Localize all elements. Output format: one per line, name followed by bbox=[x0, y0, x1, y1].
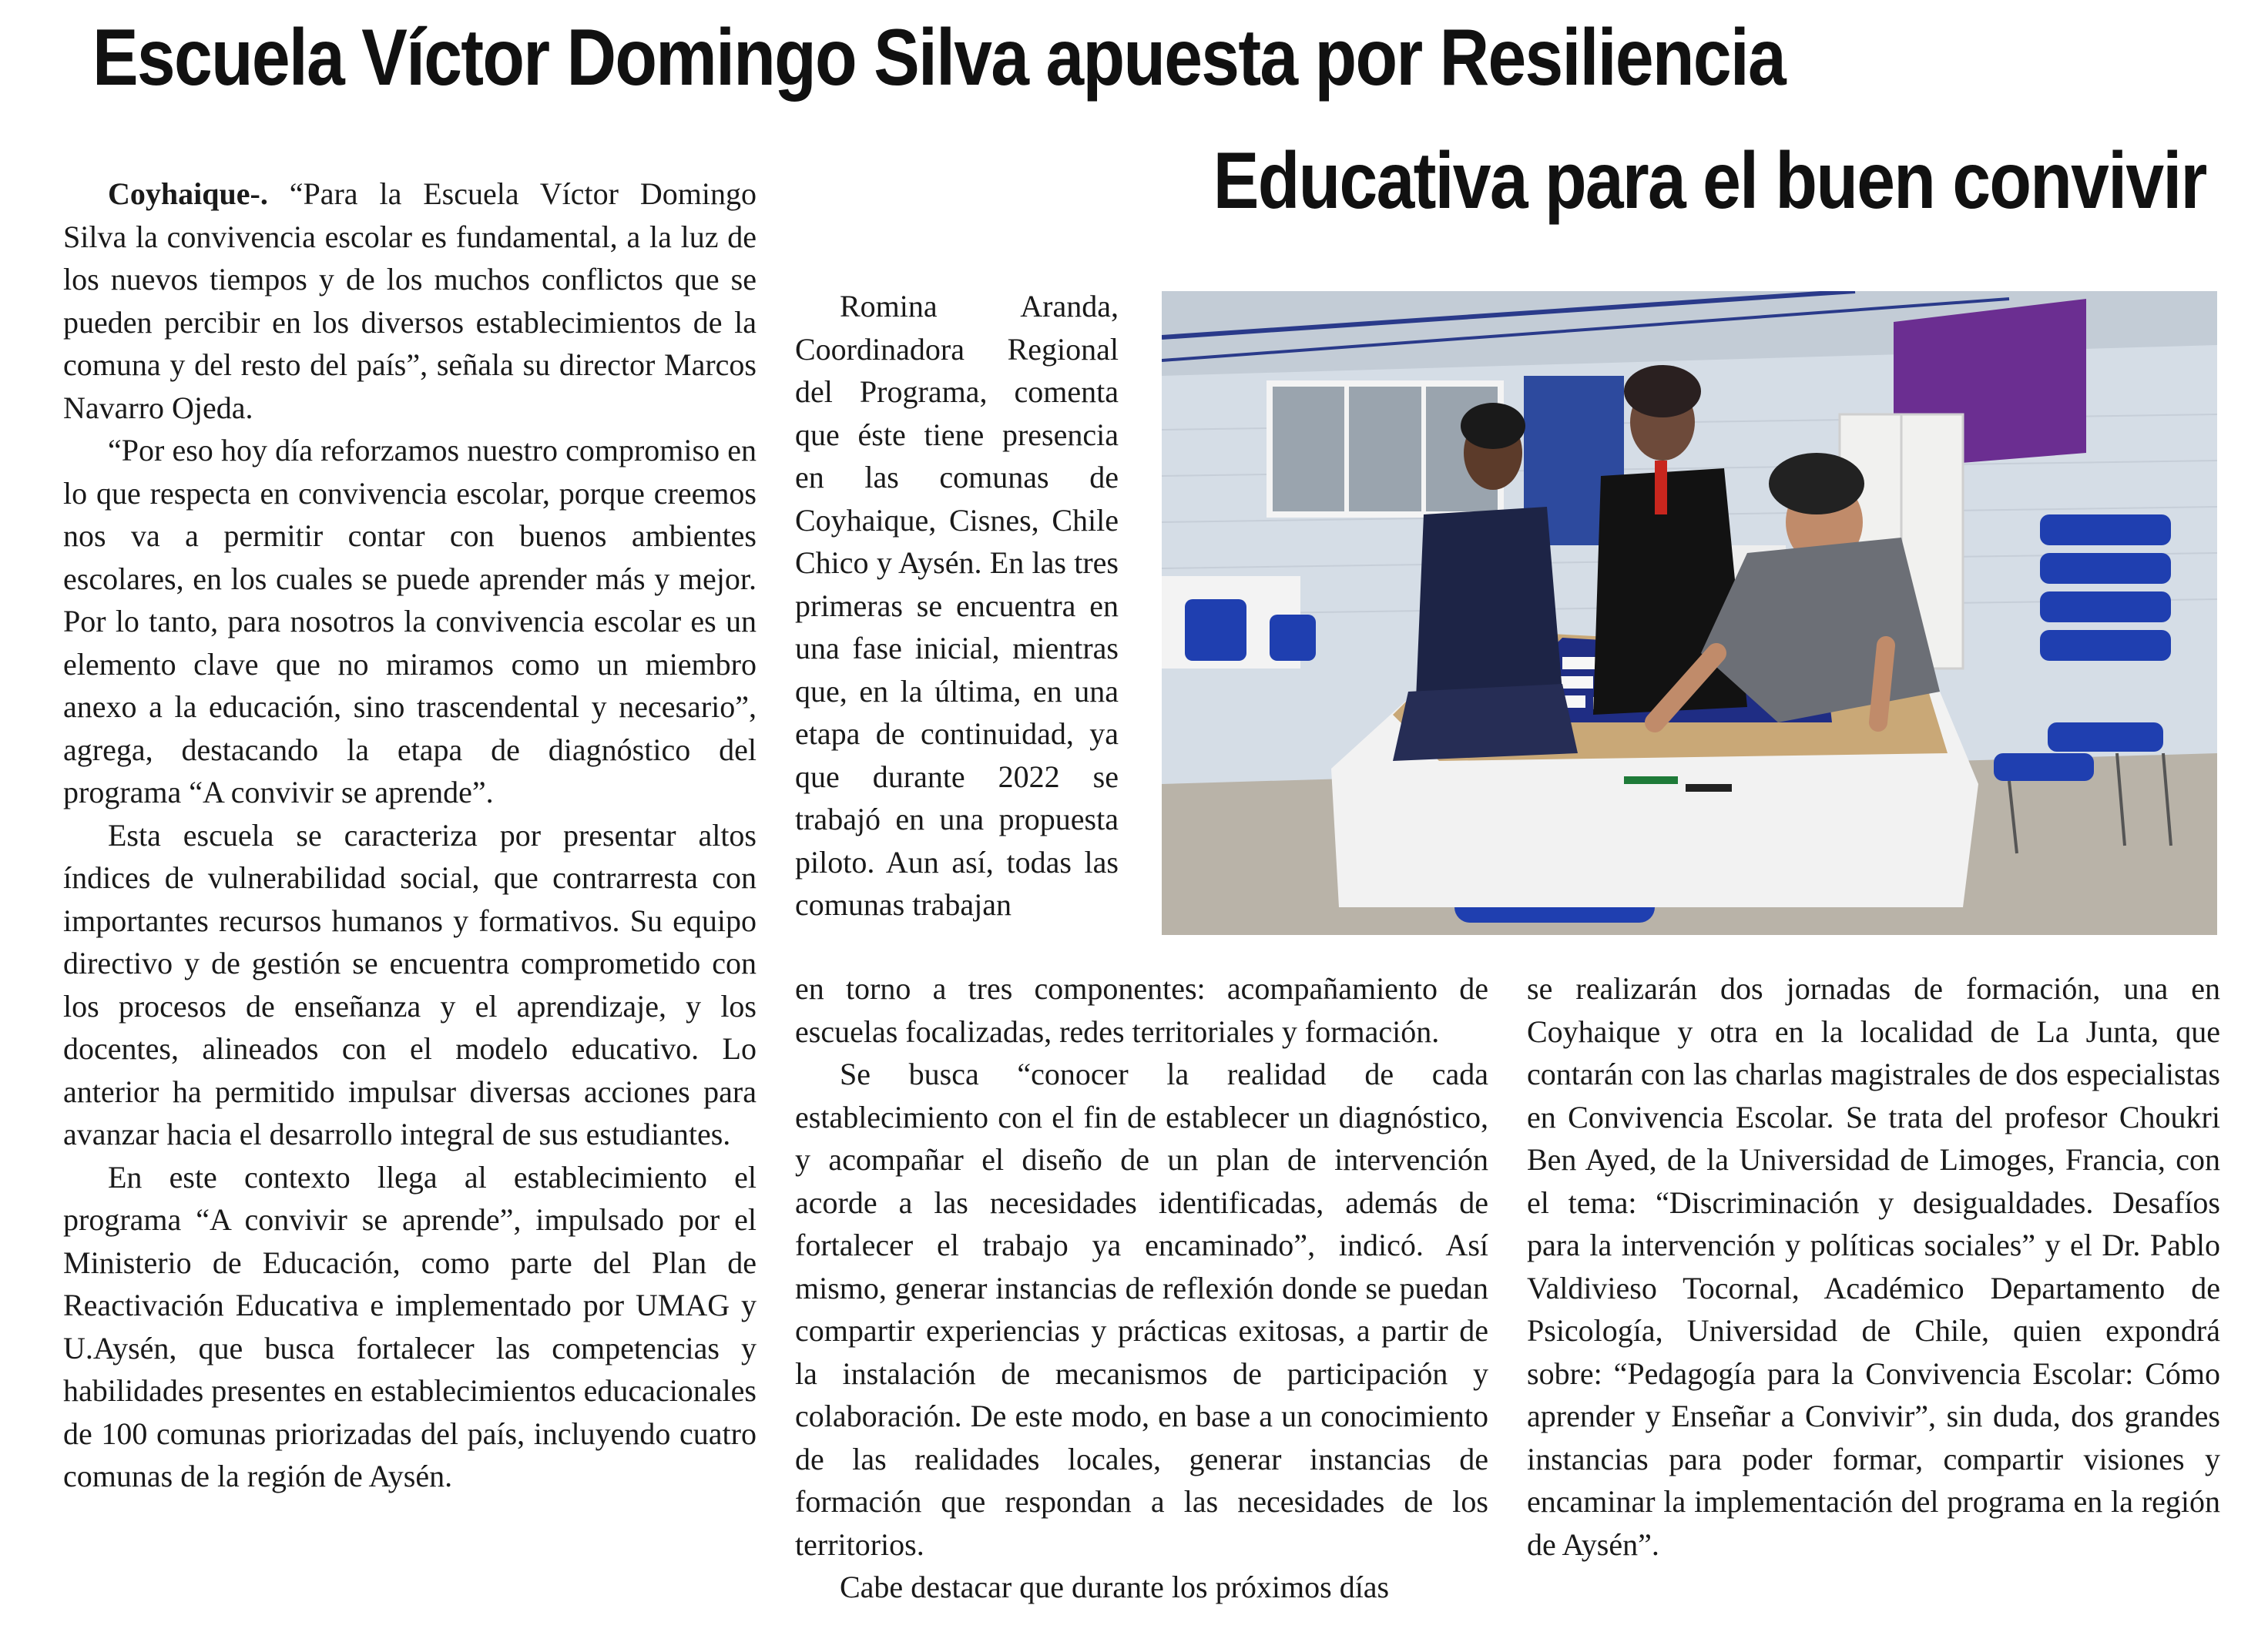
paragraph: En este contexto llega al establecimiento el programa “A convivir se aprende”, impulsado por el Ministerio de Educación, como parte del Plan de Reactivación Educativa e implementado por UMAG y U.Aysén, que busca fortalecer las competencias y habilidades presentes en establecimientos educacionales de 100 comunas priorizadas del país, incluyendo cuatro comunas de la región de Aysén. bbox=[63, 1159, 757, 1493]
headline-line-1: Escuela Víctor Domingo Silva apuesta por Resiliencia bbox=[92, 13, 1786, 102]
paragraph: Se busca “conocer la realidad de cada establecimiento con el fin de establecer un diagnóstico, y acompañar el diseño de un plan de intervención acorde a las necesidades identificadas, además de fortalecer el trabajo ya encaminado”, indicó. Así mismo, generar instancias de reflexión donde se puedan compartir experiencias y prácticas exitosas, a partir de la instalación de mecanismos de participación y colaboración. De este modo, en base a un conocimiento de las realidades locales, generar instancias de formación que respondan a las necesidades de los territorios. bbox=[795, 1057, 1488, 1562]
article-photo bbox=[1162, 291, 2217, 935]
headline-line-2: Educativa para el buen convivir bbox=[1213, 136, 2206, 226]
workshop-photo-illustration bbox=[1162, 291, 2217, 935]
paragraph: “Por eso hoy día reforzamos nuestro compromiso en lo que respecta en convivencia escolar, porque creemos nos va a permitir contar con buenos ambientes escolares, en los cuales se puede aprender más y mejor. Por lo tanto, para nosotros la convivencia escolar es un elemento clave que no miramos como un miembro anexo a la educación, sino trascendental y necesario”, agrega, destacando la etapa de diagnóstico del programa “A convivir se aprende”. bbox=[63, 433, 757, 809]
paragraph: Cabe destacar que durante los próximos días bbox=[840, 1570, 1390, 1604]
paragraph-text: “Para la Escuela Víctor Domingo Silva la convivencia escolar es fundamental, a la luz de los nuevos tiempos y de los muchos conflictos que se pueden percibir en los diversos establecimientos de la comuna y del resto del país”, señala su director Marcos Navarro Ojeda. bbox=[63, 176, 757, 425]
article-column-2-bottom bbox=[795, 967, 1488, 1609]
paragraph: Romina Aranda, Coordinadora Regional del Programa, comenta que éste tiene presencia en las comunas de Coyhaique, Cisnes, Chile Chico y Aysén. En las tres primeras se encuentra en una fase inicial, mientras que, en la última, en una etapa de continuidad, ya que durante 2022 se trabajó en una propuesta piloto. Aun así, todas las comunas trabajan bbox=[795, 289, 1119, 922]
article-column-3 bbox=[1527, 967, 2220, 1566]
paragraph bbox=[63, 173, 757, 429]
article-column-2-top bbox=[795, 285, 1119, 927]
dateline: Coyhaique-. bbox=[108, 176, 268, 211]
paragraph: Esta escuela se caracteriza por presentar altos índices de vulnerabilidad social, que contrarresta con importantes recursos humanos y formativos. Su equipo directivo y de gestión se encuentra comprometido con los procesos de enseñanza y el aprendizaje, y los docentes, alineados con el modelo educativo. Lo anterior ha permitido impulsar diversas acciones para avanzar hacia el desarrollo integral de sus estudiantes. bbox=[63, 817, 757, 1151]
paragraph: en torno a tres componentes: acompañamiento de escuelas focalizadas, redes territoriales y formación. bbox=[795, 971, 1488, 1049]
paragraph: se realizarán dos jornadas de formación, una en Coyhaique y otra en la localidad de La Junta, que contarán con las charlas magistrales de dos especialistas en Convivencia Escolar. Se trata del profesor Choukri Ben Ayed, de la Universidad de Limoges, Francia, con el tema: “Discriminación y desigualdades. Desafíos para la intervención y políticas sociales” y el Dr. Pablo Valdivieso Tocornal, Académico Departamento de Psicología, Universidad de Chile, quien expondrá sobre: “Pedagogía para la Convivencia Escolar: Cómo aprender y Enseñar a Convivir”, sin duda, dos grandes instancias para poder formar, compartir visiones y encaminar la implementación del programa en la región de Aysén”. bbox=[1527, 971, 2220, 1562]
article-column-1 bbox=[63, 173, 757, 1498]
